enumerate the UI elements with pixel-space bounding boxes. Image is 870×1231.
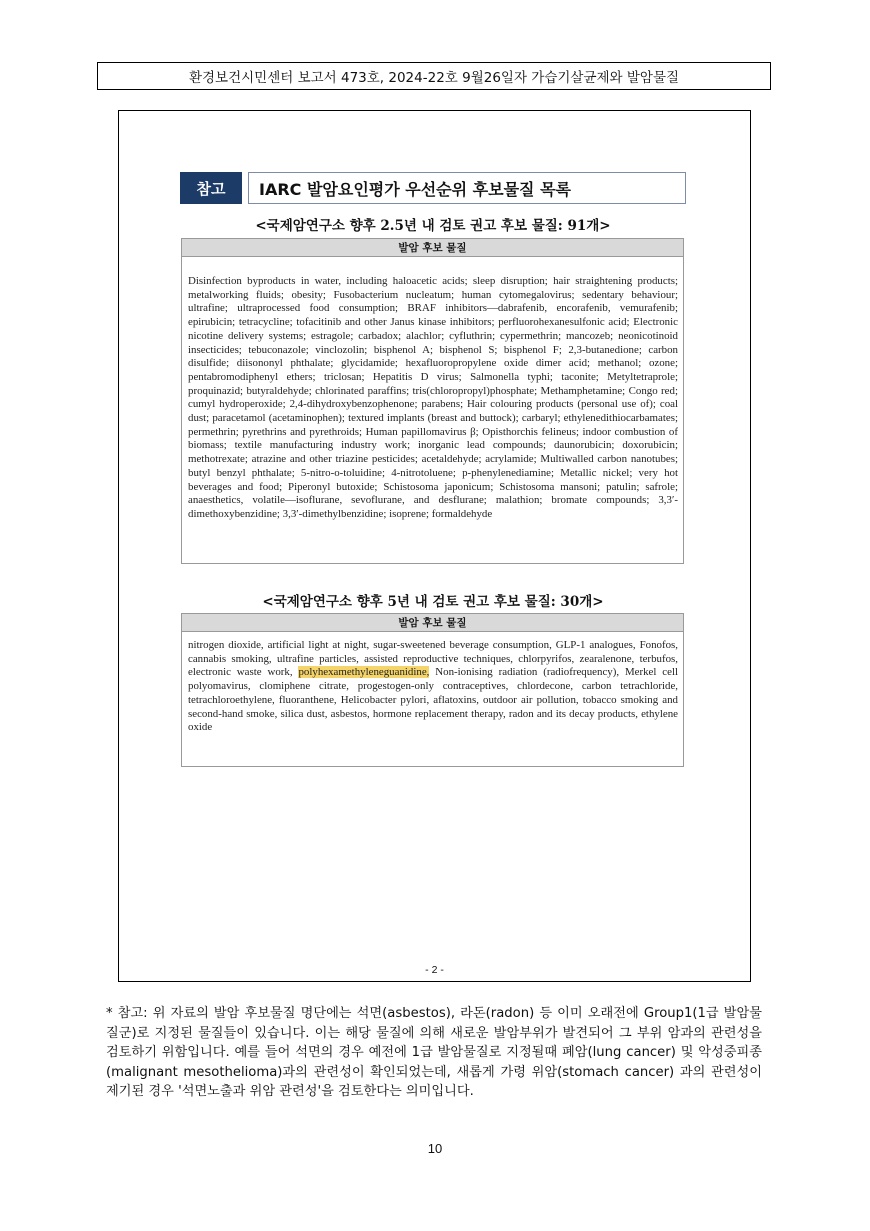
inner-page-number: - 2 - (425, 964, 444, 976)
reference-note: * 참고: 위 자료의 발암 후보물질 명단에는 석면(asbestos), 라돈(radon) 등 이미 오래전에 Group1(1급 발암물질군)로 지정된 물질들이 있습니다. 이는 해당 물질에 의해 새로운 발암부위가 발견되어 그 부위 암과의 관련성을 검토하기 위함입니다. 예를 들어 석면의 경우 예전에 1급 발암물질로 지정될때 폐암(lung cancer) 및 악성중피종(malignant mesothelioma)과의 관련성이 확인되었는데, 새롭게 가령 위암(stomach cancer) 과의 관련성이 제기된 경우 '석면노출과 위암 관련성'을 검토한다는 의미입니다. (106, 1006, 762, 1100)
section2-text-before: nitrogen dioxide, artificial light at night, sugar-sweetened beverage consumption, GLP-1 analogues, Fonofos, cannabis smoking, ultrafine particles, assisted reproductive techniques, chlorpyrifos, zearalenone, terbufos, electronic waste work, (188, 639, 678, 679)
section2-table-header: 발암 후보 물질 (182, 614, 683, 632)
reference-tag: 참고 (180, 172, 242, 204)
section1-heading: <국제암연구소 향후 2.5년 내 검토 권고 후보 물질: 91개> (255, 218, 611, 234)
section2-heading: <국제암연구소 향후 5년 내 검토 권고 후보 물질: 30개> (262, 594, 604, 610)
section2-text-after: Non-ionising radiation (radiofrequency), Merkel cell polyomavirus, clomiphene citrate, progestogen-only contraceptives, chlordecone, carbon tetrachloride, tetrachloroethylene, fluoranthene, Helicobacter pylori, aflatoxins, outdoor air pollution, tobacco smoking and second-hand smoke, silica dust, asbestos, hormone replacement therapy, radon and its decay products, ethylene oxide (188, 666, 679, 734)
section1-table (181, 238, 684, 564)
reference-banner (180, 172, 686, 204)
section2-highlight: polyhexamethyleneguanidine, (298, 666, 430, 679)
report-header (97, 62, 771, 90)
report-header-text: 환경보건시민센터 보고서 473호, 2024-22호 9월26일자 가습기살균제와 발암물질 (188, 70, 680, 86)
section2-table-body (182, 632, 683, 741)
reference-title: IARC 발암요인평가 우선순위 후보물질 목록 (248, 172, 686, 204)
section1-table-body: Disinfection byproducts in water, including haloacetic acids; sleep disruption; hair straightening products; metalworking fluids; obesity; Fusobacterium nucleatum; human cytomegalovirus; sedentary behaviour; ultrafine; ultraprocessed food consumption; BRAF inhibitors—dabrafenib, encorafenib, vemurafenib; epirubicin; tetracycline; tofacitinib and other Janus kinase inhibitors; perfluorohexanesulfonic acid; Electronic nicotine delivery systems; estragole; carbadox; alachlor; cyfluthrin; cypermethrin; mancozeb; neonicotinoid insecticides; tebuconazole; vinclozolin; bisphenol A; bisphenol S; bisphenol F; 2,3-butanedione; carbon disulfide; diisononyl phthalate; glycidamide; hexafluoropropylene oxide dimer acid; methanol; ozone; pentabromodiphenyl ethers; triclosan; Hepatitis D virus; Salmonella typhi; taconite; Metyltetraprole; proquinazid; butyraldehyde; chlorinated paraffins; tris(chloropropyl)phosphate; Methamphetamine; Congo red; cumyl hydroperoxide; 2,4-dihydroxybenzophenone; parabens; Hair colouring products (personal use of); coal dust; paracetamol (acetaminophen); textured implants (breast and buttock); carbaryl; ethylenedithiocarbamates; permethrin; pyrethrins and pyrethroids; Human papillomavirus β; Opisthorchis felineus; indoor combustion of biomass; textile manufacturing industry work; inorganic lead compounds; daunorubicin; doxorubicin; methotrexate; atrazine and other triazine pesticides; acetaldehyde; acrylamide; Multiwalled carbon nanotubes; butyl benzyl phthalate; 5-nitro-o-toluidine; 4-nitrotoluene; p-phenylenediamine; Metallic nickel; very hot beverages and food; Piperonyl butoxide; Schistosoma japonicum; Schistosoma mansoni; patulin; safrole; anaesthetics, volatile—isoflurane, sevoflurane, and desflurane; malathion; bromate compounds; 3,3′-dimethoxybenzidine; 3,3′-dimethylbenzidine; isoprene; formaldehyde (188, 275, 678, 520)
page-number: 10 (427, 1141, 443, 1156)
section1-table-header: 발암 후보 물질 (182, 239, 683, 257)
section2-table (181, 613, 684, 767)
